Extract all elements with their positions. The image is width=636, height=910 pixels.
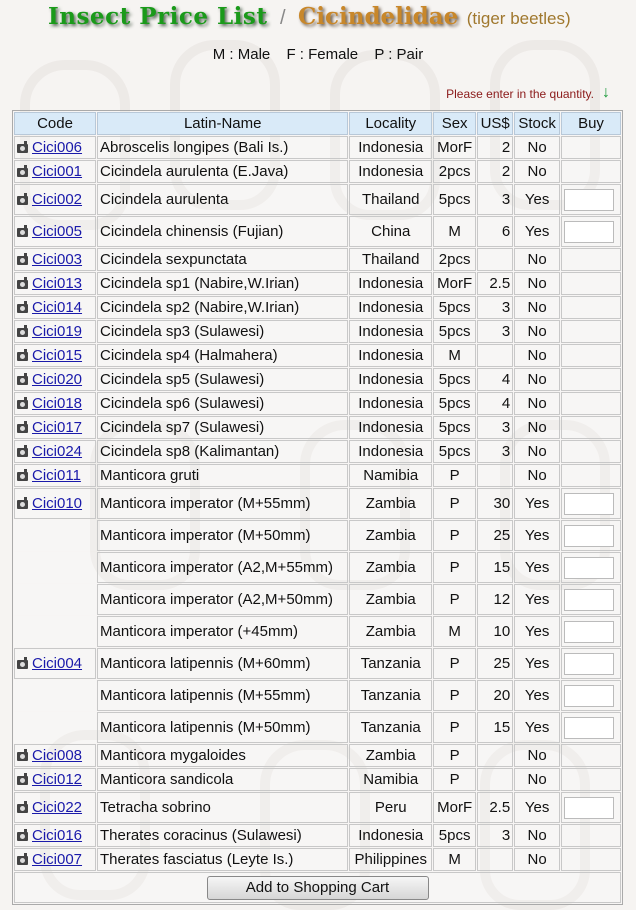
- col-buy: Buy: [561, 112, 621, 135]
- locality-cell: Indonesia: [349, 296, 432, 319]
- add-to-cart-button[interactable]: Add to Shopping Cart: [207, 876, 429, 900]
- locality-cell: Zambia: [349, 488, 432, 519]
- table-row: [14, 136, 621, 159]
- quantity-input[interactable]: [564, 589, 614, 611]
- stock-cell: Yes: [514, 216, 560, 247]
- price-cell: 15: [477, 712, 513, 743]
- price-cell: 2: [477, 160, 513, 183]
- latin-name-cell: Cicindela sexpunctata: [97, 248, 348, 271]
- sex-cell: P: [433, 648, 476, 679]
- buy-cell: [561, 160, 621, 183]
- price-cell: 20: [477, 680, 513, 711]
- code-cell: [14, 216, 96, 247]
- latin-name-cell: Manticora sandicola: [97, 768, 348, 791]
- price-cell: [477, 248, 513, 271]
- sex-cell: 2pcs: [433, 248, 476, 271]
- table-row: [14, 848, 621, 871]
- product-code-link[interactable]: Cici024: [32, 443, 83, 460]
- camera-icon[interactable]: [17, 752, 28, 761]
- code-cell: [14, 272, 96, 295]
- price-cell: 12: [477, 584, 513, 615]
- code-cell: [14, 584, 96, 615]
- locality-cell: China: [349, 216, 432, 247]
- product-code-link[interactable]: Cici004: [32, 655, 83, 672]
- camera-icon[interactable]: [17, 832, 28, 841]
- quantity-input[interactable]: [564, 493, 614, 515]
- sex-cell: 5pcs: [433, 416, 476, 439]
- title-family: Cicindelidae: [297, 3, 459, 30]
- code-cell: [14, 744, 96, 767]
- latin-name-cell: Manticora latipennis (M+55mm): [97, 680, 348, 711]
- table-row: [14, 416, 621, 439]
- code-cell: [14, 320, 96, 343]
- quantity-input[interactable]: [564, 557, 614, 579]
- product-code-link[interactable]: Cici017: [32, 419, 83, 436]
- camera-icon[interactable]: [17, 328, 28, 337]
- code-cell: [14, 616, 96, 647]
- price-cell: 3: [477, 296, 513, 319]
- code-cell: [14, 416, 96, 439]
- latin-name-cell: Manticora imperator (A2,M+50mm): [97, 584, 348, 615]
- table-row: [14, 248, 621, 271]
- product-code-link[interactable]: Cici012: [32, 771, 83, 788]
- product-code-link[interactable]: Cici013: [32, 275, 83, 292]
- quantity-input[interactable]: [564, 797, 614, 819]
- sex-cell: 5pcs: [433, 368, 476, 391]
- page-header: [0, 0, 636, 40]
- locality-cell: Tanzania: [349, 680, 432, 711]
- latin-name-cell: Manticora gruti: [97, 464, 348, 487]
- camera-icon[interactable]: [17, 168, 28, 177]
- quantity-input[interactable]: [564, 685, 614, 707]
- buy-cell: [561, 464, 621, 487]
- stock-cell: No: [514, 744, 560, 767]
- price-cell: 3: [477, 440, 513, 463]
- price-cell: 10: [477, 616, 513, 647]
- locality-cell: Indonesia: [349, 392, 432, 415]
- sex-cell: P: [433, 552, 476, 583]
- code-cell: [14, 768, 96, 791]
- stock-cell: No: [514, 416, 560, 439]
- product-code-link[interactable]: Cici018: [32, 395, 83, 412]
- latin-name-cell: Manticora latipennis (M+60mm): [97, 648, 348, 679]
- sex-cell: M: [433, 848, 476, 871]
- camera-icon[interactable]: [17, 804, 28, 813]
- locality-cell: Indonesia: [349, 368, 432, 391]
- camera-icon[interactable]: [17, 228, 28, 237]
- col-locality: Locality: [349, 112, 432, 135]
- sex-cell: MorF: [433, 272, 476, 295]
- stock-cell: No: [514, 160, 560, 183]
- price-cell: [477, 744, 513, 767]
- latin-name-cell: Cicindela sp2 (Nabire,W.Irian): [97, 296, 348, 319]
- col-latin-name: Latin-Name: [97, 112, 348, 135]
- stock-cell: Yes: [514, 712, 560, 743]
- table-row: [14, 272, 621, 295]
- stock-cell: Yes: [514, 184, 560, 215]
- table-row: [14, 520, 621, 551]
- sex-cell: P: [433, 520, 476, 551]
- latin-name-cell: Cicindela sp3 (Sulawesi): [97, 320, 348, 343]
- price-cell: [477, 848, 513, 871]
- stock-cell: No: [514, 368, 560, 391]
- code-cell: [14, 160, 96, 183]
- latin-name-cell: Tetracha sobrino: [97, 792, 348, 823]
- legend-male: M : Male: [212, 46, 271, 63]
- stock-cell: Yes: [514, 488, 560, 519]
- product-code-link[interactable]: Cici008: [32, 747, 83, 764]
- product-code-link[interactable]: Cici010: [32, 495, 83, 512]
- quantity-hint: Please enter in the quantity.: [446, 87, 594, 101]
- title-common-name: (tiger beetles): [466, 9, 571, 28]
- buy-cell: [561, 744, 621, 767]
- code-cell: [14, 184, 96, 215]
- price-cell: 25: [477, 520, 513, 551]
- stock-cell: No: [514, 296, 560, 319]
- stock-cell: No: [514, 136, 560, 159]
- quantity-input[interactable]: [564, 653, 614, 675]
- product-code-link[interactable]: Cici003: [32, 251, 83, 268]
- stock-cell: Yes: [514, 584, 560, 615]
- price-cell: 3: [477, 320, 513, 343]
- camera-icon[interactable]: [17, 472, 28, 481]
- latin-name-cell: Manticora latipennis (M+50mm): [97, 712, 348, 743]
- buy-cell: [561, 368, 621, 391]
- camera-icon[interactable]: [17, 856, 28, 865]
- code-cell: [14, 368, 96, 391]
- locality-cell: Indonesia: [349, 416, 432, 439]
- price-table: [12, 110, 623, 905]
- product-code-link[interactable]: Cici002: [32, 191, 83, 208]
- locality-cell: Indonesia: [349, 440, 432, 463]
- buy-cell: [561, 616, 621, 647]
- buy-cell: [561, 416, 621, 439]
- table-row: [14, 368, 621, 391]
- latin-name-cell: Cicindela chinensis (Fujian): [97, 216, 348, 247]
- product-code-link[interactable]: Cici006: [32, 139, 83, 156]
- camera-icon[interactable]: [17, 400, 28, 409]
- latin-name-cell: Manticora imperator (A2,M+55mm): [97, 552, 348, 583]
- locality-cell: Tanzania: [349, 648, 432, 679]
- table-row: [14, 648, 621, 679]
- title-main: Insect Price List: [48, 3, 268, 30]
- buy-cell: [561, 272, 621, 295]
- buy-cell: [561, 712, 621, 743]
- buy-cell: [561, 136, 621, 159]
- table-row: [14, 488, 621, 519]
- buy-cell: [561, 488, 621, 519]
- locality-cell: Peru: [349, 792, 432, 823]
- sex-cell: MorF: [433, 136, 476, 159]
- price-cell: [477, 768, 513, 791]
- camera-icon[interactable]: [17, 448, 28, 457]
- latin-name-cell: Therates coracinus (Sulawesi): [97, 824, 348, 847]
- locality-cell: Zambia: [349, 552, 432, 583]
- latin-name-cell: Cicindela aurulenta: [97, 184, 348, 215]
- price-cell: [477, 344, 513, 367]
- stock-cell: Yes: [514, 648, 560, 679]
- sex-legend: [0, 46, 636, 63]
- cart-row: [14, 872, 621, 903]
- buy-cell: [561, 768, 621, 791]
- product-code-link[interactable]: Cici011: [32, 467, 81, 484]
- buy-cell: [561, 216, 621, 247]
- quantity-input[interactable]: [564, 221, 614, 243]
- buy-cell: [561, 680, 621, 711]
- table-row: [14, 464, 621, 487]
- product-code-link[interactable]: Cici014: [32, 299, 83, 316]
- product-code-link[interactable]: Cici005: [32, 223, 83, 240]
- price-cell: 15: [477, 552, 513, 583]
- price-cell: 4: [477, 368, 513, 391]
- stock-cell: No: [514, 768, 560, 791]
- buy-cell: [561, 184, 621, 215]
- table-row: [14, 712, 621, 743]
- table-row: [14, 320, 621, 343]
- table-row: [14, 344, 621, 367]
- price-cell: 2.5: [477, 792, 513, 823]
- sex-cell: P: [433, 464, 476, 487]
- price-cell: 3: [477, 416, 513, 439]
- locality-cell: Zambia: [349, 520, 432, 551]
- quantity-input[interactable]: [564, 189, 614, 211]
- product-code-link[interactable]: Cici015: [32, 347, 83, 364]
- camera-icon[interactable]: [17, 280, 28, 289]
- quantity-input[interactable]: [564, 621, 614, 643]
- price-cell: 2: [477, 136, 513, 159]
- locality-cell: Indonesia: [349, 272, 432, 295]
- sex-cell: MorF: [433, 792, 476, 823]
- price-cell: 30: [477, 488, 513, 519]
- product-code-link[interactable]: Cici019: [32, 323, 83, 340]
- code-cell: [14, 824, 96, 847]
- table-row: [14, 584, 621, 615]
- locality-cell: Namibia: [349, 464, 432, 487]
- locality-cell: Indonesia: [349, 320, 432, 343]
- buy-cell: [561, 584, 621, 615]
- locality-cell: Thailand: [349, 248, 432, 271]
- buy-cell: [561, 848, 621, 871]
- sex-cell: P: [433, 744, 476, 767]
- title-separator: /: [279, 7, 286, 29]
- sex-cell: M: [433, 344, 476, 367]
- table-row: [14, 392, 621, 415]
- camera-icon[interactable]: [17, 660, 28, 669]
- latin-name-cell: Manticora imperator (M+55mm): [97, 488, 348, 519]
- latin-name-cell: Manticora imperator (+45mm): [97, 616, 348, 647]
- camera-icon[interactable]: [17, 424, 28, 433]
- code-cell: [14, 792, 96, 823]
- code-cell: [14, 296, 96, 319]
- buy-cell: [561, 320, 621, 343]
- col-stock: Stock: [514, 112, 560, 135]
- stock-cell: No: [514, 824, 560, 847]
- latin-name-cell: Cicindela sp5 (Sulawesi): [97, 368, 348, 391]
- sex-cell: P: [433, 680, 476, 711]
- sex-cell: 5pcs: [433, 320, 476, 343]
- price-cell: 25: [477, 648, 513, 679]
- latin-name-cell: Cicindela sp1 (Nabire,W.Irian): [97, 272, 348, 295]
- price-cell: 3: [477, 824, 513, 847]
- locality-cell: Zambia: [349, 744, 432, 767]
- code-cell: [14, 136, 96, 159]
- sex-cell: P: [433, 584, 476, 615]
- table-header-row: [14, 112, 621, 135]
- latin-name-cell: Therates fasciatus (Leyte Is.): [97, 848, 348, 871]
- stock-cell: No: [514, 464, 560, 487]
- code-cell: [14, 464, 96, 487]
- locality-cell: Philippines: [349, 848, 432, 871]
- sex-cell: 5pcs: [433, 184, 476, 215]
- arrow-down-icon: ↓: [602, 84, 610, 101]
- table-row: [14, 160, 621, 183]
- locality-cell: Indonesia: [349, 344, 432, 367]
- buy-cell: [561, 792, 621, 823]
- price-cell: 6: [477, 216, 513, 247]
- code-cell: [14, 848, 96, 871]
- locality-cell: Namibia: [349, 768, 432, 791]
- code-cell: [14, 680, 96, 711]
- buy-cell: [561, 248, 621, 271]
- sex-cell: 2pcs: [433, 160, 476, 183]
- sex-cell: 5pcs: [433, 392, 476, 415]
- col-code: Code: [14, 112, 96, 135]
- camera-icon[interactable]: [17, 256, 28, 265]
- buy-cell: [561, 520, 621, 551]
- sex-cell: 5pcs: [433, 296, 476, 319]
- stock-cell: No: [514, 344, 560, 367]
- latin-name-cell: Cicindela sp4 (Halmahera): [97, 344, 348, 367]
- price-cell: 2.5: [477, 272, 513, 295]
- camera-icon[interactable]: [17, 196, 28, 205]
- legend-female: F : Female: [286, 46, 359, 63]
- col-price: US$: [477, 112, 513, 135]
- locality-cell: Indonesia: [349, 824, 432, 847]
- product-code-link[interactable]: Cici016: [32, 827, 83, 844]
- sex-cell: P: [433, 488, 476, 519]
- quantity-input[interactable]: [564, 525, 614, 547]
- latin-name-cell: Cicindela sp6 (Sulawesi): [97, 392, 348, 415]
- stock-cell: No: [514, 392, 560, 415]
- latin-name-cell: Manticora mygaloides: [97, 744, 348, 767]
- code-cell: [14, 344, 96, 367]
- latin-name-cell: Cicindela sp7 (Sulawesi): [97, 416, 348, 439]
- table-row: [14, 552, 621, 583]
- buy-cell: [561, 648, 621, 679]
- price-cell: 4: [477, 392, 513, 415]
- table-row: [14, 216, 621, 247]
- product-code-link[interactable]: Cici020: [32, 371, 83, 388]
- sex-cell: M: [433, 216, 476, 247]
- stock-cell: Yes: [514, 792, 560, 823]
- code-cell: [14, 488, 96, 519]
- code-cell: [14, 648, 96, 679]
- buy-cell: [561, 552, 621, 583]
- table-row: [14, 296, 621, 319]
- table-row: [14, 680, 621, 711]
- latin-name-cell: Abroscelis longipes (Bali Is.): [97, 136, 348, 159]
- price-cell: [477, 464, 513, 487]
- code-cell: [14, 392, 96, 415]
- stock-cell: No: [514, 440, 560, 463]
- locality-cell: Zambia: [349, 616, 432, 647]
- stock-cell: No: [514, 272, 560, 295]
- buy-cell: [561, 296, 621, 319]
- stock-cell: Yes: [514, 552, 560, 583]
- locality-cell: Indonesia: [349, 136, 432, 159]
- latin-name-cell: Cicindela sp8 (Kalimantan): [97, 440, 348, 463]
- buy-cell: [561, 392, 621, 415]
- stock-cell: Yes: [514, 520, 560, 551]
- table-row: [14, 440, 621, 463]
- price-cell: 3: [477, 184, 513, 215]
- camera-icon[interactable]: [17, 144, 28, 153]
- legend-pair: P : Pair: [374, 46, 424, 63]
- code-cell: [14, 520, 96, 551]
- locality-cell: Indonesia: [349, 160, 432, 183]
- stock-cell: No: [514, 848, 560, 871]
- code-cell: [14, 552, 96, 583]
- buy-cell: [561, 824, 621, 847]
- col-sex: Sex: [433, 112, 476, 135]
- code-cell: [14, 440, 96, 463]
- camera-icon[interactable]: [17, 352, 28, 361]
- stock-cell: No: [514, 320, 560, 343]
- code-cell: [14, 712, 96, 743]
- stock-cell: Yes: [514, 616, 560, 647]
- camera-icon[interactable]: [17, 776, 28, 785]
- sex-cell: 5pcs: [433, 824, 476, 847]
- table-row: [14, 744, 621, 767]
- table-row: [14, 824, 621, 847]
- sex-cell: P: [433, 768, 476, 791]
- buy-cell: [561, 344, 621, 367]
- locality-cell: Tanzania: [349, 712, 432, 743]
- camera-icon[interactable]: [17, 500, 28, 509]
- quantity-input[interactable]: [564, 717, 614, 739]
- table-row: [14, 616, 621, 647]
- camera-icon[interactable]: [17, 304, 28, 313]
- sex-cell: P: [433, 712, 476, 743]
- locality-cell: Thailand: [349, 184, 432, 215]
- product-code-link[interactable]: Cici007: [32, 851, 83, 868]
- latin-name-cell: Manticora imperator (M+50mm): [97, 520, 348, 551]
- table-row: [14, 768, 621, 791]
- buy-cell: [561, 440, 621, 463]
- stock-cell: No: [514, 248, 560, 271]
- locality-cell: Zambia: [349, 584, 432, 615]
- stock-cell: Yes: [514, 680, 560, 711]
- sex-cell: 5pcs: [433, 440, 476, 463]
- code-cell: [14, 248, 96, 271]
- page-title: [48, 3, 571, 30]
- sex-cell: M: [433, 616, 476, 647]
- table-row: [14, 184, 621, 215]
- table-row: [14, 792, 621, 823]
- product-code-link[interactable]: Cici022: [32, 799, 83, 816]
- product-code-link[interactable]: Cici001: [32, 163, 83, 180]
- camera-icon[interactable]: [17, 376, 28, 385]
- latin-name-cell: Cicindela aurulenta (E.Java): [97, 160, 348, 183]
